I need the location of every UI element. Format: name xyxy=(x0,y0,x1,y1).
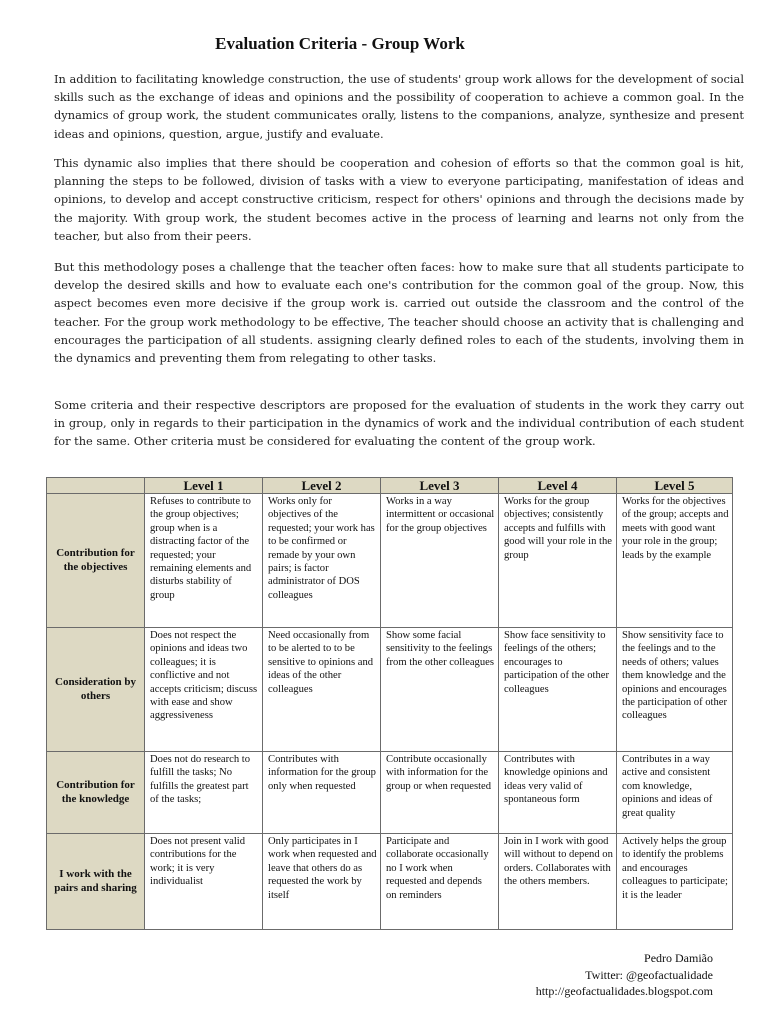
table-cell: Actively helps the group to identify the problems and encourages colleagues to participate; it is the leader xyxy=(617,834,733,930)
twitter-handle: Twitter: @geofactualidade xyxy=(585,967,713,982)
cooperation-paragraph xyxy=(54,154,744,245)
paragraph-text: Some criteria and their respective descriptors are proposed for the evaluation of students in the work they carry out in group, only in regards to their participation in the dynamics of work and the individual contribution of each student for the same. Other criteria must be considered for evaluating the content of the group work. xyxy=(54,398,744,449)
table-cell: Works for the group objectives; consistently accepts and fulfills with good will your role in the group xyxy=(499,494,617,628)
criterion-cell: Contribution for the knowledge xyxy=(47,752,145,834)
table-cell: Contributes in a way active and consistent com knowledge, opinions and ideas of great quality xyxy=(617,752,733,834)
evaluation-rubric-table xyxy=(46,477,733,930)
table-row xyxy=(47,628,733,752)
table-header-row xyxy=(47,478,733,494)
blog-link[interactable]: http://geofactualidades.blogspot.com xyxy=(535,984,713,998)
table-cell: Contributes with information for the group only when requested xyxy=(263,752,381,834)
criterion-cell: Contribution for the objectives xyxy=(47,494,145,628)
header-level-4: Level 4 xyxy=(499,478,617,494)
table-cell: Contributes with knowledge opinions and ideas very valid of spontaneous form xyxy=(499,752,617,834)
page-title: Evaluation Criteria - Group Work xyxy=(215,34,465,53)
header-level-2: Level 2 xyxy=(263,478,381,494)
table-cell: Show sensitivity face to the feelings and to the needs of others; values them knowledge and the opinions and encourages the participation of other colleagues xyxy=(617,628,733,752)
paragraph-text: This dynamic also implies that there should be cooperation and cohesion of efforts so that the common goal is hit, planning the steps to be followed, division of tasks with a view to everyone participating, manifestation of ideas and opinions, to develop and accept constructive criticism, respect for others' opinions and through the decisions made by the majority. With group work, the student becomes active in the process of learning and learns not only from the teacher, but also from their peers. xyxy=(54,156,744,243)
header-criterion xyxy=(47,478,145,494)
header-level-1: Level 1 xyxy=(145,478,263,494)
challenge-paragraph xyxy=(54,258,744,367)
header-level-5: Level 5 xyxy=(617,478,733,494)
author-name: Pedro Damião xyxy=(644,951,713,965)
table-cell: Refuses to contribute to the group objectives; group when is a distracting factor of the requested; your remaining elements and disturbs stability of group xyxy=(145,494,263,628)
table-cell: Does not do research to fulfill the tasks; No fulfills the greatest part of the tasks; xyxy=(145,752,263,834)
table-cell: Join in I work with good will without to depend on orders. Collaborates with the others members. xyxy=(499,834,617,930)
table-cell: Works for the objectives of the group; accepts and meets with good want your role in the group; leads by the example xyxy=(617,494,733,628)
paragraph-text: In addition to facilitating knowledge construction, the use of students' group work allows for the development of social skills such as the exchange of ideas and opinions and the possibility of cooperation to achieve a common goal. In the dynamics of group work, the student communicates orally, listens to the companions, analyze, synthesize and present ideas and opinions, question, argue, justify and evaluate. xyxy=(54,72,744,141)
table-row xyxy=(47,834,733,930)
header-level-3: Level 3 xyxy=(381,478,499,494)
author-credits xyxy=(536,950,713,1000)
criteria-paragraph xyxy=(54,396,744,451)
table-cell: Does not respect the opinions and ideas two colleagues; it is conflictive and not accepts criticism; discuss with ease and show aggressiveness xyxy=(145,628,263,752)
table-row xyxy=(47,494,733,628)
table-cell: Need occasionally from to be alerted to to be sensitive to opinions and ideas of the other colleagues xyxy=(263,628,381,752)
table-cell: Works only for objectives of the requested; your work has to be confirmed or remade by your own pairs; is factor administrator of DOS colleagues xyxy=(263,494,381,628)
criterion-cell: Consideration by others xyxy=(47,628,145,752)
paragraph-text: But this methodology poses a challenge that the teacher often faces: how to make sure that all students participate to develop the desired skills and how to evaluate each one's contribution for the common goal of the group. Now, this aspect becomes even more decisive if the group work is. carried out outside the classroom and the control of the teacher. For the group work methodology to be effective, The teacher should choose an activity that is challenging and encourages the participation of all students. assigning clearly defined roles to each of the students, involving them in the dynamics and preventing them from relegating to other tasks. xyxy=(54,260,744,366)
intro-paragraph xyxy=(54,70,744,143)
table-row xyxy=(47,752,733,834)
table-cell: Show face sensitivity to feelings of the others; encourages to participation of the other colleagues xyxy=(499,628,617,752)
table-cell: Only participates in I work when requested and leave that others do as requested the work by itself xyxy=(263,834,381,930)
table-cell: Works in a way intermittent or occasional for the group objectives xyxy=(381,494,499,628)
table-cell: Does not present valid contributions for the work; it is very individualist xyxy=(145,834,263,930)
table-cell: Contribute occasionally with information for the group or when requested xyxy=(381,752,499,834)
table-cell: Show some facial sensitivity to the feelings from the other colleagues xyxy=(381,628,499,752)
table-cell: Participate and collaborate occasionally no I work when requested and depends on reminders xyxy=(381,834,499,930)
criterion-cell: I work with the pairs and sharing xyxy=(47,834,145,930)
